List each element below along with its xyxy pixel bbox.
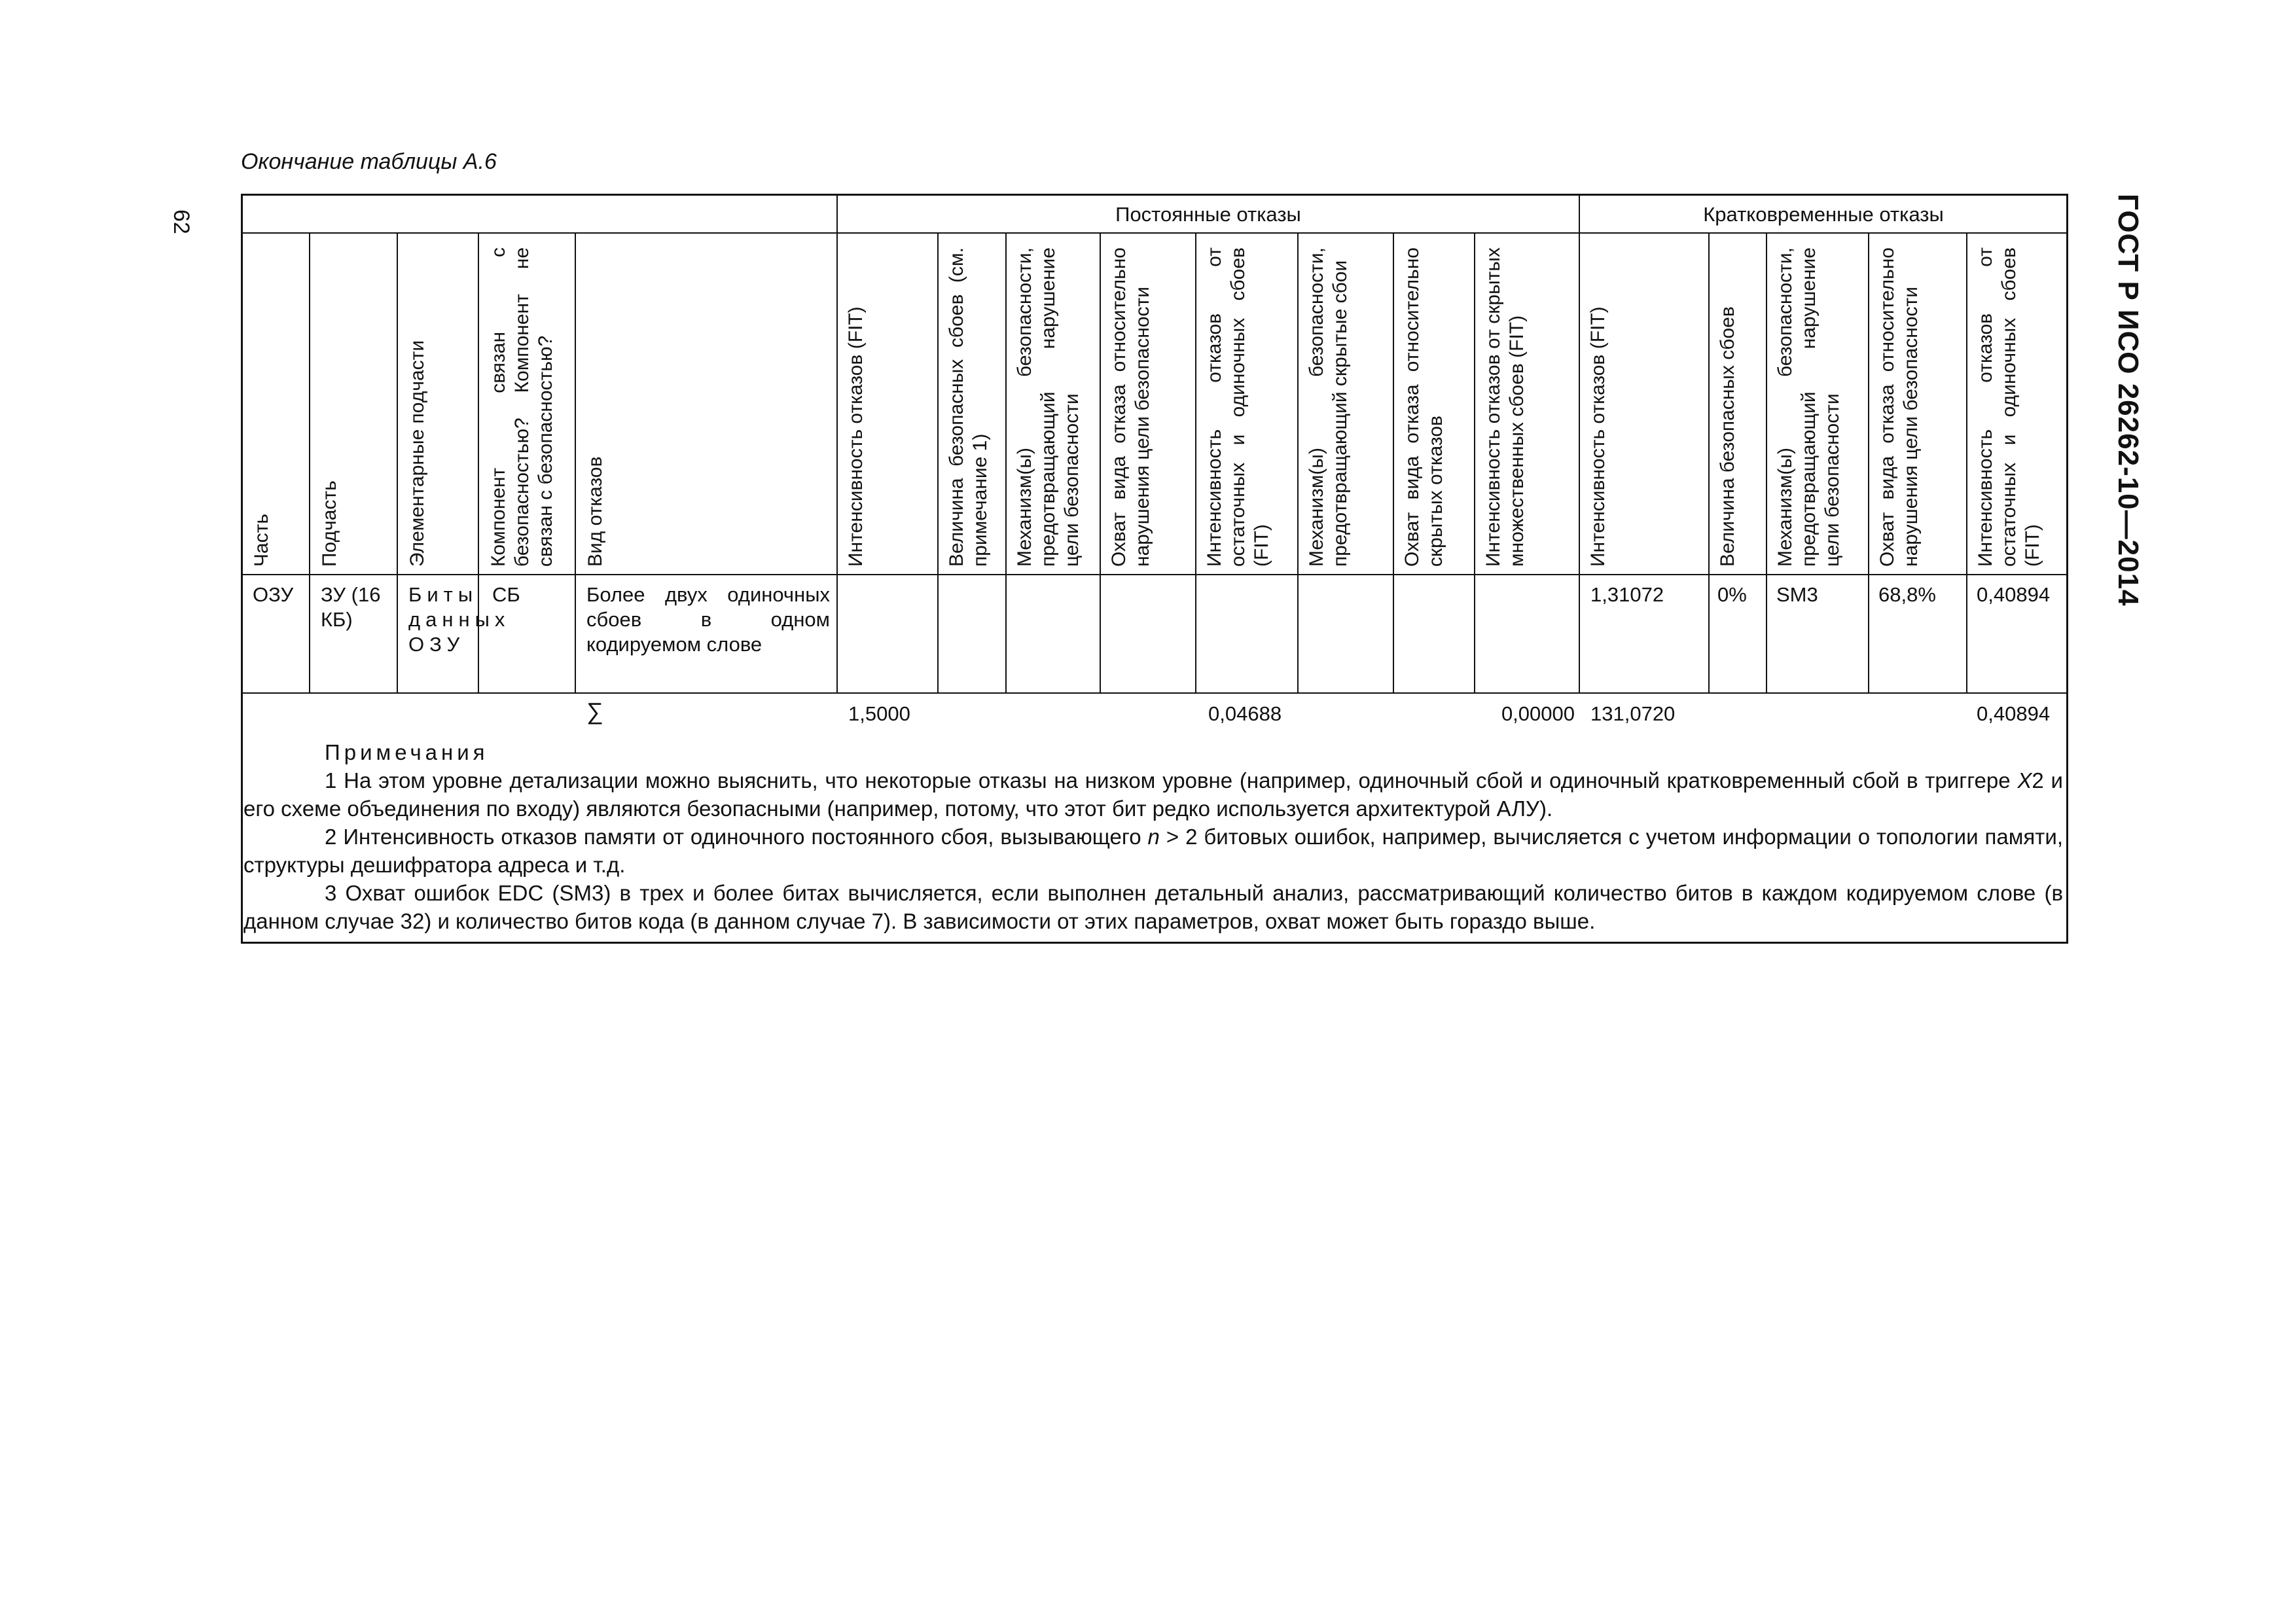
col-divider	[1393, 232, 1394, 693]
sum-t-residual: 0,40894	[1977, 702, 2051, 725]
col-divider	[1297, 232, 1299, 693]
col-header-failure-mode: Вид отказов	[584, 456, 606, 567]
note-1	[243, 766, 2063, 823]
notes-title: Примечания	[325, 740, 489, 764]
cell-elementary: Биты данных ОЗУ	[408, 583, 511, 656]
note-2	[243, 823, 2063, 879]
col-header-elementary: Элементарные подчасти	[406, 340, 428, 567]
note-1-variable: X	[2017, 768, 2032, 793]
col-header-t-safe: Величина безопасных сбоев	[1717, 306, 1738, 567]
sum-p-fit: 1,5000	[848, 702, 910, 725]
sum-p-latent: 0,00000	[1501, 702, 1575, 725]
col-header-p-latent: Интенсивность отказов от скрытых множественных сбоев (FIT)	[1482, 247, 1528, 567]
col-header-p-residual: Интенсивность отказов от остаточных и одиночных сбоев (FIT)	[1204, 247, 1272, 567]
cell-subpart: ЗУ (16 КБ)	[321, 583, 381, 631]
col-header-p-latent-coverage: Охват вида отказа относительно скрытых отказов	[1401, 247, 1446, 567]
cell-safety-related: СБ	[492, 583, 520, 606]
note-2-text-a: 2 Интенсивность отказов памяти от одиночного постоянного сбоя, вызывающего	[325, 825, 1148, 849]
cell-t-residual: 0,40894	[1977, 583, 2051, 606]
col-header-t-coverage: Охват вида отказа относительно нарушения цели безопасности	[1876, 247, 1922, 567]
sum-symbol: ∑	[586, 698, 603, 724]
col-header-t-fit: Интенсивность отказов (FIT)	[1587, 306, 1609, 567]
notes-block	[243, 738, 2063, 935]
sum-t-fit: 131,0720	[1590, 702, 1676, 725]
col-divider	[937, 232, 939, 693]
col-divider	[309, 232, 310, 693]
col-header-t-sm: Механизм(ы) безопасности, предотвращающий нарушение цели безопасности	[1774, 247, 1843, 567]
col-divider	[836, 194, 838, 693]
col-header-p-fit: Интенсивность отказов (FIT)	[845, 306, 867, 567]
col-header-subpart: Подчасть	[319, 480, 340, 567]
cell-failure-mode: Более двух одиночных сбоев в одном кодируемом слове	[586, 583, 830, 656]
note-1-text-b: 2 и его схеме объединения по входу) являются безопасными (например, потому, что этот бит редко используется архитектурой АЛУ).	[243, 768, 2063, 821]
cell-t-coverage: 68,8%	[1878, 583, 1936, 606]
sum-p-residual: 0,04688	[1208, 702, 1282, 725]
col-divider	[1579, 194, 1580, 693]
note-2-variable: n	[1147, 825, 1160, 849]
group-header-transient: Кратковременные отказы	[1703, 203, 1944, 226]
page-number: 62	[169, 209, 194, 234]
column-header-rule	[242, 574, 2067, 575]
col-divider	[1195, 232, 1196, 693]
col-header-p-sm-latent: Механизм(ы) безопасности, предотвращающий скрытые сбои	[1306, 247, 1351, 567]
col-divider	[1005, 232, 1007, 693]
col-divider	[575, 232, 576, 693]
data-row-rule	[242, 692, 2067, 694]
cell-t-fit: 1,31072	[1590, 583, 1664, 606]
col-divider	[1966, 232, 1967, 693]
col-header-p-sm-violation: Механизм(ы) безопасности, предотвращающий нарушение цели безопасности	[1014, 247, 1083, 567]
col-header-p-safe: Величина безопасных сбоев (см. примечание 1)	[946, 247, 991, 567]
col-divider	[1766, 232, 1767, 693]
document-id: ГОСТ Р ИСО 26262-10—2014	[2112, 194, 2144, 607]
col-header-part: Часть	[251, 513, 272, 567]
col-header-t-residual: Интенсивность отказов от остаточных и одиночных сбоев (FIT)	[1975, 247, 2043, 567]
table-caption: Окончание таблицы А.6	[241, 149, 497, 174]
note-1-text-a: 1 На этом уровне детализации можно выяснить, что некоторые отказы на низком уровне (например, одиночный сбой и одиночный кратковременный сбой в триггере	[325, 768, 2018, 793]
col-header-p-coverage: Охват вида отказа относительно нарушения цели безопасности	[1108, 247, 1153, 567]
col-divider	[1708, 232, 1710, 693]
cell-t-sm: SM3	[1776, 583, 1818, 606]
group-header-rule	[242, 232, 2067, 234]
cell-part: ОЗУ	[253, 583, 294, 606]
note-3: 3 Охват ошибок EDC (SM3) в трех и более битах вычисляется, если выполнен детальный анализ, рассматривающий количество битов в каждом кодируемом слове (в данном случае 32) и количество битов кода (в данном случае 7). В зависимости от этих параметров, охват может быть гораздо выше.	[243, 881, 2063, 933]
col-divider	[397, 232, 398, 693]
col-header-safety-related: Компонент связан с безопасностью? Компонент не связан с безопасностью?	[488, 247, 556, 567]
col-divider	[1868, 232, 1869, 693]
note-2-text-b: > 2 битовых ошибок, например, вычисляется с учетом информации о топологии памяти, структуры дешифратора адреса и т.д.	[243, 825, 2063, 877]
group-header-permanent: Постоянные отказы	[1115, 203, 1301, 226]
col-divider	[1474, 232, 1475, 693]
cell-t-safe: 0%	[1717, 583, 1747, 606]
col-divider	[1100, 232, 1101, 693]
